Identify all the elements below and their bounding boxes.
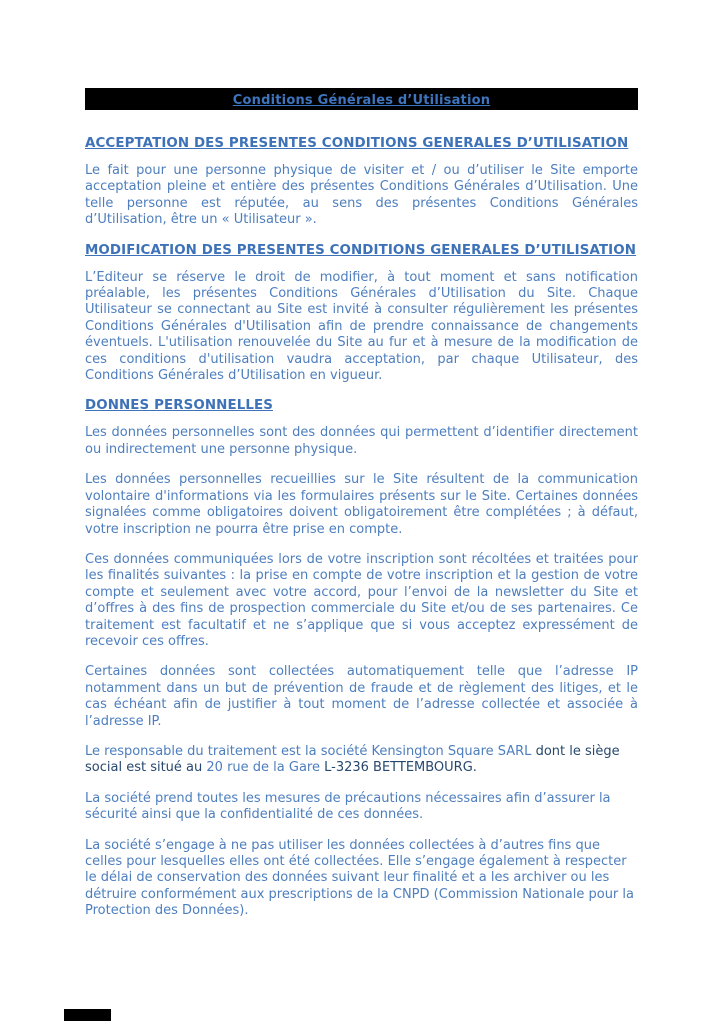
responsable-segment-light-2: 20 rue de la Gare: [206, 760, 325, 776]
responsable-segment-light-1: Le responsable du traitement est la société Kensington Square SARL: [85, 743, 536, 759]
document-title: Conditions Générales d’Utilisation: [232, 93, 491, 108]
paragraph-recueil-donnees: Les données personnelles recueillies sur le Site résultent de la communication volontaire d'informations via les formulaires présents sur le Site. Certaines données signalées comme obligatoires doivent obligatoirement être complétées ; à défaut, votre inscription ne pourra être prise en compte.: [85, 472, 638, 537]
responsable-segment-dark-1: dont le siège social est situé au: [85, 743, 620, 776]
next-section-bar-fragment: [64, 1009, 111, 1021]
paragraph-finalites: Ces données communiquées lors de votre inscription sont récoltées et traitées pour les finalités suivantes : la prise en compte de votre inscription et la gestion de votre compte et seulement avec votre accord, pour l’envoi de la newsletter du Site et d’offres à des fins de prospection commerciale du Site et/ou de ses partenaires. Ce traitement est facultatif et ne s’applique que si vous acceptez expressément de recevoir ces offres.: [85, 551, 638, 649]
paragraph-definition-donnees: Les données personnelles sont des données qui permettent d’identifier directement ou indirectement une personne physique.: [85, 425, 638, 457]
paragraph-responsable-traitement: [85, 744, 638, 777]
document-title-bar: [85, 88, 638, 110]
section-donnees-personnelles: [85, 398, 638, 919]
paragraph-engagement-cnpd: La société s’engage à ne pas utiliser les données collectées à d’autres fins que celles pour lesquelles elles ont été collectées. Elle s’engage également à respecter le délai de conservation des données suivant leur finalité et a les archiver ou les détruire conformément aux prescriptions de la CNPD (Commission Nationale pour la Protection des Données).: [85, 837, 634, 919]
responsable-segment-dark-2: L-3236 BETTEMBOURG.: [324, 760, 477, 776]
section-heading-acceptation: ACCEPTATION DES PRESENTES CONDITIONS GENERALES D’UTILISATION: [85, 136, 629, 151]
document-page: [85, 88, 638, 934]
section-heading-modification: MODIFICATION DES PRESENTES CONDITIONS GENERALES D’UTILISATION: [85, 242, 637, 258]
section-acceptation: [85, 136, 638, 229]
section-modification: [85, 243, 638, 385]
paragraph-collecte-automatique: Certaines données sont collectées automatiquement telle que l’adresse IP notamment dans un but de prévention de fraude et de règlement des litiges, et le cas échéant afin de justifier à tout moment de l’adresse collectée et associée à l’adresse IP.: [85, 664, 638, 729]
paragraph-acceptation: Le fait pour une personne physique de visiter et / ou d’utiliser le Site emporte acceptation pleine et entière des présentes Conditions Générales d’Utilisation. Une telle personne est réputée, au sens des présentes Conditions Générales d’Utilisation, être un « Utilisateur ».: [85, 163, 638, 228]
paragraph-mesures-securite: La société prend toutes les mesures de précautions nécessaires afin d’assurer la sécurité ainsi que la confidentialité de ces données.: [85, 790, 611, 823]
section-heading-donnees-personnelles: DONNES PERSONNELLES: [85, 398, 273, 414]
paragraph-modification: L’Editeur se réserve le droit de modifier, à tout moment et sans notification préalable, les présentes Conditions Générales d’Utilisation du Site. Chaque Utilisateur se connectant au Site est invité à consulter régulièrement les présentes Conditions Générales d'Utilisation afin de prendre connaissance de changements éventuels. L'utilisation renouvelée du Site au fur et à mesure de la modification de ces conditions d'utilisation vaudra acceptation, par chaque Utilisateur, des Conditions Générales d’Utilisation en vigueur.: [85, 269, 638, 384]
